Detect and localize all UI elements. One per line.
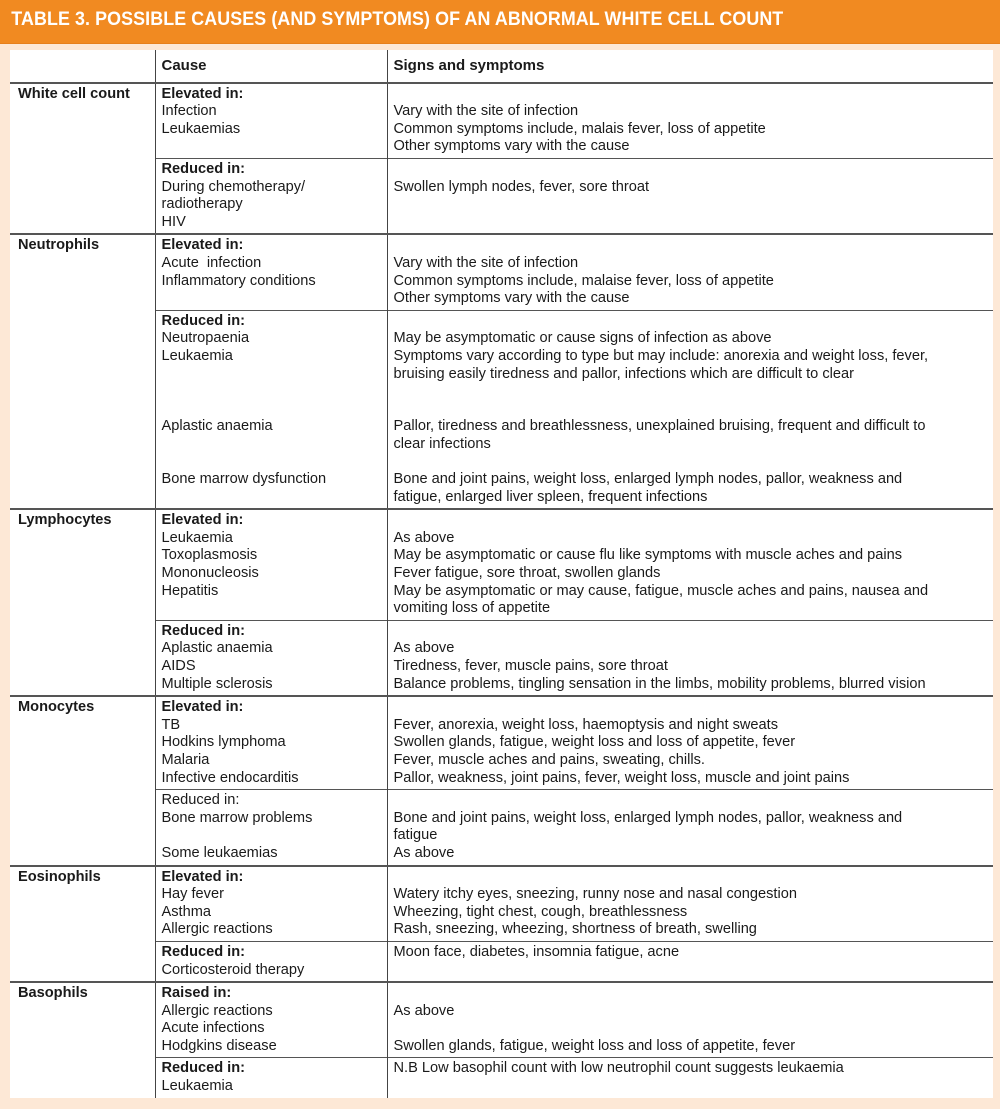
section-heading: Elevated in: bbox=[161, 237, 244, 254]
symptom-item bbox=[394, 383, 994, 401]
cause-item: Malaria bbox=[161, 751, 210, 768]
table-title: TABLE 3. POSSIBLE CAUSES (AND SYMPTOMS) OF AN ABNORMAL WHITE CELL COUNT bbox=[11, 9, 784, 30]
symptoms-cell bbox=[387, 310, 993, 509]
section-heading: Reduced in: bbox=[161, 160, 246, 177]
cause-item: Allergic reactions bbox=[161, 1002, 273, 1019]
cause-cell bbox=[155, 158, 387, 234]
table-row bbox=[10, 866, 993, 942]
section-heading: Raised in: bbox=[161, 985, 232, 1002]
section-heading: Reduced in: bbox=[161, 943, 246, 960]
cause-item bbox=[162, 366, 387, 384]
spacer bbox=[394, 623, 994, 641]
table-row bbox=[10, 158, 993, 234]
symptom-item: Pallor, tiredness and breathlessness, unexplained bruising, frequent and difficult to bbox=[393, 418, 926, 435]
cause-item: Aplastic anaemia bbox=[161, 418, 273, 435]
section-heading: Reduced in: bbox=[161, 792, 240, 809]
cause-item bbox=[162, 401, 387, 419]
section-heading: Elevated in: bbox=[161, 699, 244, 716]
cause-item: HIV bbox=[161, 213, 186, 230]
white-cell-table bbox=[10, 50, 993, 1098]
cause-cell bbox=[155, 1058, 387, 1098]
cause-item: radiotherapy bbox=[161, 196, 243, 213]
table-row bbox=[10, 310, 993, 509]
parameter-name: Lymphocytes bbox=[18, 512, 112, 529]
section-heading: Reduced in: bbox=[161, 1060, 246, 1077]
cause-cell bbox=[155, 696, 387, 789]
symptom-item: Balance problems, tingling sensation in the limbs, mobility problems, blurred vision bbox=[393, 675, 926, 692]
table-row bbox=[10, 83, 993, 159]
spacer bbox=[394, 869, 994, 887]
cause-cell bbox=[155, 83, 387, 159]
table-row bbox=[10, 790, 993, 866]
cause-item: Leukaemia bbox=[161, 529, 233, 546]
cause-cell bbox=[155, 982, 387, 1058]
parameter-cell bbox=[10, 866, 155, 983]
table-row bbox=[10, 1058, 993, 1098]
symptoms-cell bbox=[387, 941, 993, 982]
parameter-cell bbox=[10, 509, 155, 696]
symptom-item: Fever, anorexia, weight loss, haemoptysis and night sweats bbox=[393, 716, 779, 733]
cause-item: Corticosteroid therapy bbox=[161, 961, 305, 978]
cause-item: Acute infection bbox=[161, 254, 262, 271]
symptom-item bbox=[394, 453, 994, 471]
cause-cell bbox=[155, 941, 387, 982]
symptom-item: Symptoms vary according to type but may include: anorexia and weight loss, fever, bbox=[393, 347, 929, 364]
symptom-item: As above bbox=[393, 529, 455, 546]
symptom-item: Fever fatigue, sore throat, swollen glands bbox=[393, 565, 661, 582]
table-title-bar bbox=[0, 0, 1000, 44]
cause-item: Toxoplasmosis bbox=[161, 547, 258, 564]
cause-item bbox=[162, 453, 387, 471]
cause-item: Bone marrow problems bbox=[161, 809, 313, 826]
cause-item: Bone marrow dysfunction bbox=[161, 471, 327, 488]
cause-item: During chemotherapy/ bbox=[161, 178, 306, 195]
cause-item: Infective endocarditis bbox=[161, 769, 299, 786]
white-cell-table-container bbox=[10, 50, 993, 1098]
cause-item: Neutropaenia bbox=[161, 330, 250, 347]
parameter-name: Basophils bbox=[18, 985, 88, 1002]
cause-item: Allergic reactions bbox=[161, 921, 273, 938]
cause-cell bbox=[155, 790, 387, 866]
symptom-item: Tiredness, fever, muscle pains, sore throat bbox=[393, 658, 668, 674]
parameter-name: Neutrophils bbox=[18, 237, 100, 254]
cause-item: Aplastic anaemia bbox=[161, 640, 273, 657]
symptoms-cell bbox=[387, 696, 993, 789]
table-header-row bbox=[10, 50, 993, 83]
symptom-item: clear infections bbox=[393, 435, 491, 452]
parameter-cell bbox=[10, 696, 155, 865]
symptom-item: N.B Low basophil count with low neutrophil count suggests leukaemia bbox=[393, 1060, 844, 1077]
cause-item: AIDS bbox=[161, 658, 196, 674]
symptom-item: May be asymptomatic or may cause, fatigue, muscle aches and pains, nausea and bbox=[393, 582, 929, 599]
section-heading: Reduced in: bbox=[161, 622, 246, 639]
symptom-item: Fever, muscle aches and pains, sweating, chills. bbox=[393, 751, 705, 768]
symptom-item: Watery itchy eyes, sneezing, runny nose and nasal congestion bbox=[393, 886, 797, 903]
cause-item: Leukaemias bbox=[161, 120, 241, 137]
cause-item: Hay fever bbox=[161, 886, 224, 903]
symptom-item: As above bbox=[393, 1002, 455, 1019]
cause-item: Leukaemia bbox=[161, 1078, 233, 1095]
symptom-item: Swollen glands, fatigue, weight loss and loss of appetite, fever bbox=[393, 1037, 796, 1054]
table-row bbox=[10, 696, 993, 789]
symptom-item: Swollen lymph nodes, fever, sore throat bbox=[393, 178, 650, 195]
spacer bbox=[394, 512, 994, 530]
symptoms-cell bbox=[387, 620, 993, 696]
symptoms-cell bbox=[387, 83, 993, 159]
symptoms-cell bbox=[387, 509, 993, 620]
symptom-item: Pallor, weakness, joint pains, fever, weight loss, muscle and joint pains bbox=[393, 769, 850, 786]
symptoms-cell bbox=[387, 790, 993, 866]
symptom-item: As above bbox=[393, 640, 455, 657]
cause-item bbox=[162, 383, 387, 401]
section-heading: Elevated in: bbox=[161, 85, 244, 102]
cause-item: Multiple sclerosis bbox=[161, 675, 273, 692]
column-header-symptoms: Signs and symptoms bbox=[387, 50, 993, 83]
parameter-name: White cell count bbox=[18, 85, 130, 102]
column-header-parameter bbox=[10, 50, 155, 83]
section-heading: Elevated in: bbox=[161, 512, 244, 529]
parameter-cell bbox=[10, 234, 155, 509]
table-row bbox=[10, 234, 993, 310]
section-heading: Reduced in: bbox=[161, 312, 246, 329]
table-row bbox=[10, 941, 993, 982]
symptom-item: As above bbox=[393, 844, 455, 861]
section-heading: Elevated in: bbox=[161, 868, 244, 885]
parameter-cell bbox=[10, 83, 155, 235]
symptom-item: Moon face, diabetes, insomnia fatigue, acne bbox=[393, 943, 680, 960]
symptom-item: Bone and joint pains, weight loss, enlarged lymph nodes, pallor, weakness and bbox=[393, 809, 903, 826]
cause-cell bbox=[155, 620, 387, 696]
symptom-item: fatigue bbox=[393, 827, 438, 844]
cause-item: TB bbox=[161, 716, 181, 733]
cause-item: Hodgkins disease bbox=[161, 1037, 277, 1054]
symptom-item: Vary with the site of infection bbox=[393, 103, 579, 120]
spacer bbox=[394, 985, 994, 1003]
parameter-cell bbox=[10, 982, 155, 1098]
symptom-item: Swollen glands, fatigue, weight loss and loss of appetite, fever bbox=[393, 734, 796, 751]
column-header-cause: Cause bbox=[155, 50, 387, 83]
cause-item: Hodkins lymphoma bbox=[161, 734, 286, 751]
symptom-item: Common symptoms include, malaise fever, loss of appetite bbox=[393, 272, 774, 289]
symptoms-cell bbox=[387, 234, 993, 310]
symptom-item: Vary with the site of infection bbox=[393, 254, 579, 271]
spacer bbox=[394, 161, 994, 179]
parameter-name: Eosinophils bbox=[18, 868, 101, 885]
symptom-item: bruising easily tiredness and pallor, infections which are difficult to clear bbox=[393, 365, 854, 382]
cause-cell bbox=[155, 866, 387, 942]
cause-cell bbox=[155, 509, 387, 620]
cause-item: Acute infections bbox=[161, 1020, 265, 1037]
spacer bbox=[394, 237, 994, 255]
symptom-item: Wheezing, tight chest, cough, breathlessness bbox=[393, 903, 688, 920]
cause-item: Some leukaemias bbox=[161, 844, 278, 861]
table-row bbox=[10, 620, 993, 696]
symptom-item: Other symptoms vary with the cause bbox=[393, 138, 630, 155]
symptom-item: May be asymptomatic or cause flu like symptoms with muscle aches and pains bbox=[393, 547, 903, 564]
symptom-item: Rash, sneezing, wheezing, shortness of breath, swelling bbox=[393, 921, 757, 938]
symptom-item bbox=[394, 401, 994, 419]
symptoms-cell bbox=[387, 1058, 993, 1098]
symptom-item: Other symptoms vary with the cause bbox=[393, 290, 630, 307]
cause-item: Leukaemia bbox=[161, 347, 233, 364]
symptoms-cell bbox=[387, 866, 993, 942]
cause-item: Hepatitis bbox=[161, 582, 219, 599]
spacer bbox=[394, 699, 994, 717]
cause-item: Asthma bbox=[161, 903, 211, 920]
symptom-item bbox=[394, 1020, 994, 1038]
cause-cell bbox=[155, 234, 387, 310]
cause-item: Mononucleosis bbox=[161, 565, 259, 582]
symptom-item: Common symptoms include, malais fever, loss of appetite bbox=[393, 120, 766, 137]
cause-item: Inflammatory conditions bbox=[161, 272, 316, 289]
symptom-item: Bone and joint pains, weight loss, enlarged lymph nodes, pallor, weakness and bbox=[393, 471, 903, 488]
spacer bbox=[394, 86, 994, 104]
table-row bbox=[10, 509, 993, 620]
symptoms-cell bbox=[387, 982, 993, 1058]
symptoms-cell bbox=[387, 158, 993, 234]
symptom-item: May be asymptomatic or cause signs of infection as above bbox=[393, 330, 772, 347]
table-row bbox=[10, 982, 993, 1058]
symptom-item: vomiting loss of appetite bbox=[393, 600, 551, 617]
cause-item bbox=[162, 827, 387, 845]
cause-cell bbox=[155, 310, 387, 509]
spacer bbox=[394, 313, 994, 331]
spacer bbox=[394, 792, 994, 810]
table-body bbox=[10, 83, 993, 1098]
parameter-name: Monocytes bbox=[18, 699, 95, 716]
symptom-item: fatigue, enlarged liver spleen, frequent infections bbox=[393, 488, 708, 505]
cause-item bbox=[162, 436, 387, 454]
cause-item: Infection bbox=[161, 103, 217, 120]
